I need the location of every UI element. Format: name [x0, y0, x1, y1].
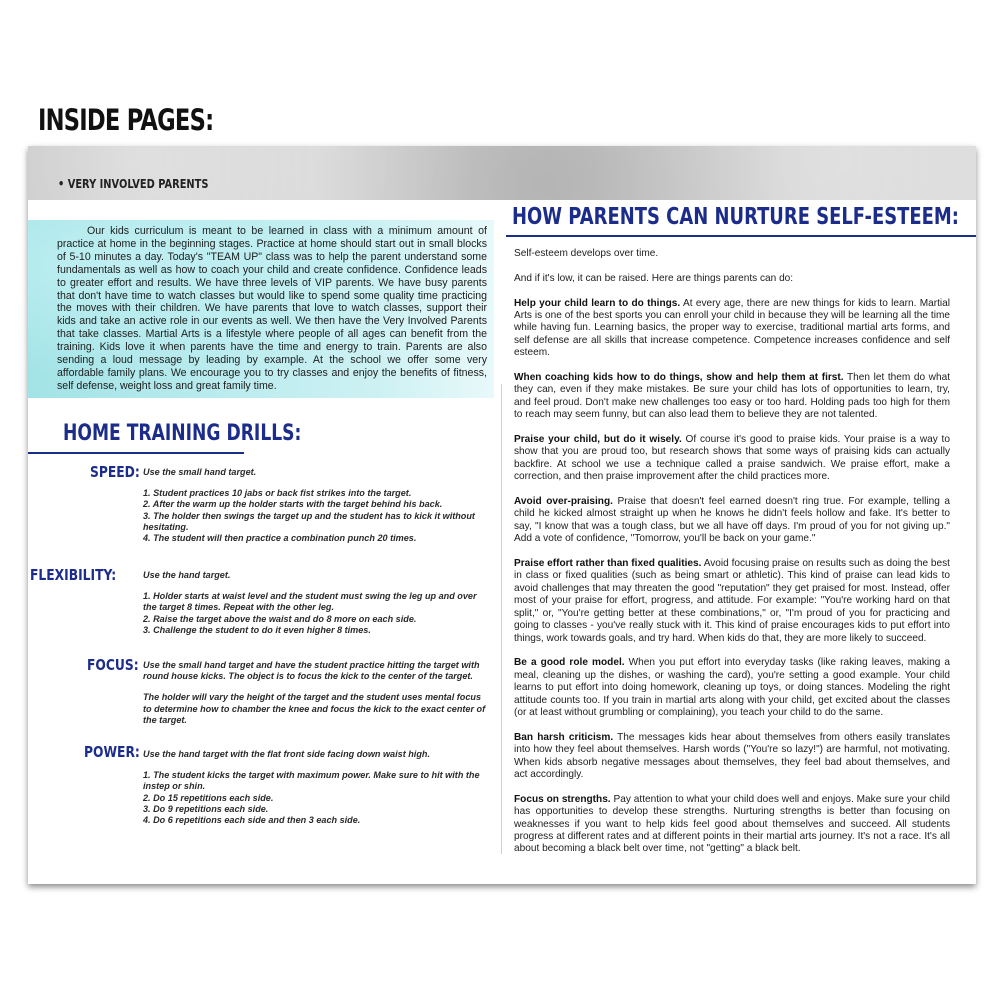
speed-label: SPEED:	[90, 463, 140, 481]
power-item: 4. Do 6 repetitions each side and then 3 each side.	[143, 815, 361, 826]
tip-paragraph	[514, 372, 950, 422]
tip-body: Then let them do what they can, even if they make mistakes. Be sure your child has lots of opportunities to learn, try, and feel proud. Don't make new challenges too easy or too hard. Holding pads too high for them to reach may seem funny, but can also lead them to believe they are not talented.	[514, 372, 950, 421]
tip-paragraph	[514, 496, 950, 546]
page-label: INSIDE PAGES:	[38, 103, 214, 137]
power-drill	[143, 749, 488, 826]
tip-heading: Avoid over-praising.	[514, 496, 613, 508]
drills-title-underline	[28, 452, 244, 454]
tip-body: Praise that doesn't feel earned doesn't ring true. For example, telling a child he kicked almost straight up when he knows he didn't feels hollow and fake. It's better to say, "I know that was a tough class, but we all have off days. I'm proud of you for not giving up." Add a vote of confidence, "Tomorrow, you'll be back on your game."	[514, 496, 951, 545]
power-item: 3. Do 9 repetitions each side.	[143, 803, 269, 814]
speed-item: 4. The student will then practice a combination punch 20 times.	[143, 533, 417, 544]
tip-body: At every age, there are new things for kids to learn. Martial Arts is one of the best sports you can enroll your child in because they will be learning all the time while having fun. Learning basics, the proper way to exercise, traditional martial arts forms, and self defense are all skills that increase competence. Competence increases confidence and self esteem.	[514, 297, 950, 359]
power-item: 1. The student kicks the target with maximum power. Make sure to hit with the instep or shin.	[143, 770, 480, 792]
tip-paragraph	[514, 794, 950, 856]
focus-label: FOCUS:	[87, 656, 139, 674]
self-esteem-column	[514, 248, 950, 868]
power-label: POWER:	[84, 743, 140, 761]
focus-paragraph: Use the small hand target and have the student practice hitting the target with round house kicks. The object is to focus the kick to the center of the target.	[143, 660, 480, 682]
power-lead: Use the hand target with the flat front side facing down waist high.	[143, 749, 430, 759]
flexibility-drill	[143, 570, 488, 636]
tip-heading: When coaching kids how to do things, show and help them at first.	[514, 372, 844, 384]
self-esteem-title: HOW PARENTS CAN NURTURE SELF-ESTEEM:	[512, 204, 959, 230]
speed-item: 1. Student practices 10 jabs or back fist strikes into the target.	[143, 488, 412, 499]
focus-paragraph: The holder will vary the height of the target and the student uses mental focus to determine how to chamber the knee and focus the kick to the exact center of the target.	[143, 692, 486, 725]
self-esteem-intro: Self-esteem develops over time.	[514, 248, 659, 259]
tip-body: Of course it's good to praise kids. Your praise is a way to show that you are proud too, but research shows that some ways of praising kids can actually backfire. At school we use a technique called a praise sandwich. We praise effort, make a correction, and then praise improvement after the child practices more.	[514, 434, 950, 483]
tip-paragraph	[514, 732, 950, 782]
flexibility-label: FLEXIBILITY:	[30, 566, 117, 584]
flexibility-item: 3. Challenge the student to do it even higher 8 times.	[143, 624, 371, 635]
tip-heading: Praise effort rather than fixed qualities.	[514, 558, 702, 570]
speed-item: 3. The holder then swings the target up and the student has to kick it without hesitating.	[143, 510, 475, 532]
tip-body: Pay attention to what your child does well and enjoys. Make sure your child has opportunities to develop these strengths. Nurturing strengths is better than focusing on weaknesses if you want to help kids feel good about themselves and succeed. All students progress at different rates and at different points in their martial arts journey. It's not a race. It's all about becoming a black belt over time, not "getting" a black belt.	[514, 793, 950, 855]
intro-panel	[28, 220, 494, 398]
column-divider	[501, 384, 502, 854]
tip-heading: Praise your child, but do it wisely.	[514, 434, 682, 446]
tip-body: When you put effort into everyday tasks (like raking leaves, making a meal, cleaning up the dishes, or washing the card), you're setting a good example. Your child learns to put effort into doing homework, cleaning up toys, or doing stances. Modeling the right attitude counts too. If you train in martial arts along with your child, get excited about the classes (or at least without grumbling or complaining), you teach your child to do the same.	[514, 657, 951, 718]
brochure-spread	[28, 146, 976, 884]
tip-paragraph	[514, 558, 950, 645]
speed-drill	[143, 467, 488, 544]
self-esteem-title-underline	[506, 235, 976, 237]
tip-body: The messages kids hear about themselves from others easily translates into how they feel about themselves. Harsh words ("You're so lazy!") are harmful, not motivating. When kids absorb negative messages about themselves, they feel bad about themselves, and act accordingly.	[514, 731, 950, 780]
tip-paragraph	[514, 657, 950, 719]
speed-lead: Use the small hand target.	[143, 467, 257, 477]
flexibility-lead: Use the hand target.	[143, 570, 231, 580]
tip-heading: Help your child learn to do things.	[514, 297, 681, 309]
drills-title: HOME TRAINING DRILLS:	[63, 421, 302, 446]
intro-text: Our kids curriculum is meant to be learned in class with a minimum amount of practice at home in the beginning stages. Practice at home should start out in small blocks of 5-10 minutes a day. Today's "TEAM UP" class was to help the parent understand some fundamentals as well as how to coach your child and create confidence. Confidence leads to greater effort and results. We have three levels of VIP parents. We have busy parents that don't have time to watch classes but would like to spend some quality time practicing the moves with their children. We have parents that love to watch classes, support their kids and take an active role in our events as well. We then have the Very Involved Parents that take classes. Martial Arts is a lifestyle where people of all ages can benefit from the training. Kids love it when parents have the time and energy to train. Parents are also sending a loud message by leading by example. At the school we offer some very affordable family plans. We encourage you to try classes and enjoy the benefits of fitness, self defense, weight loss and great family time.	[57, 225, 487, 392]
tip-heading: Focus on strengths.	[514, 793, 611, 805]
flexibility-item: 1. Holder starts at waist level and the student must swing the leg up and over the target 8 times. Repeat with the other leg.	[143, 591, 477, 613]
band-title: • VERY INVOLVED PARENTS	[58, 177, 209, 191]
tip-paragraph	[514, 434, 950, 484]
tip-heading: Ban harsh criticism.	[514, 731, 614, 743]
self-esteem-intro: And if it's low, it can be raised. Here are things parents can do:	[514, 272, 794, 284]
flexibility-item: 2. Raise the target above the waist and do 8 more on each side.	[143, 613, 417, 624]
tip-body: Avoid focusing praise on results such as doing the best in class or fixed qualities (such as being smart or athletic). This kind of praise can lead kids to avoid challenges that may threaten the good "reputation" they get praised for most. Instead, offer most of your praise for effort, progress, and attitude. For example: "You're working hard on that split," or, "You're getting better at these combinations," or, "I'm proud of you for practicing and going to classes - you've really stuck with it. This kind of praise encourages kids to put effort into things, work towards goals, and try hard. When kids do that, they are more likely to succeed.	[514, 558, 950, 644]
focus-drill	[143, 660, 488, 736]
tip-heading: Be a good role model.	[514, 657, 625, 669]
power-item: 2. Do 15 repetitions each side.	[143, 792, 274, 803]
concrete-header-band	[28, 146, 976, 200]
speed-item: 2. After the warm up the holder starts with the target behind his back.	[143, 499, 443, 510]
tip-paragraph	[514, 298, 950, 360]
